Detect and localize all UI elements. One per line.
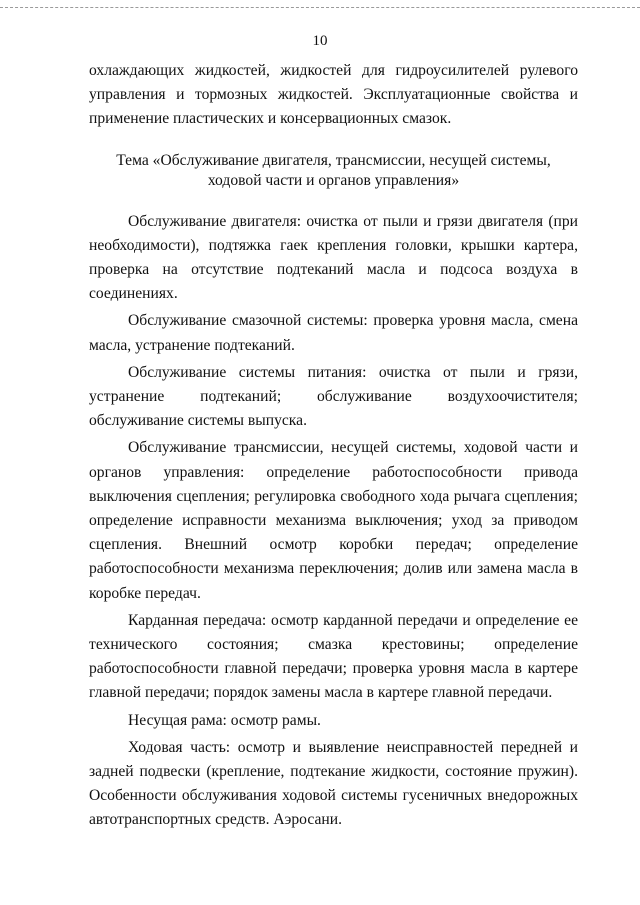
- paragraph-lubrication-service: Обслуживание смазочной системы: проверка уровня масла, смена масла, устранение подтеканий.: [89, 312, 578, 354]
- page-number: 10: [312, 33, 328, 49]
- paragraph-transmission-service: Обслуживание трансмиссии, несущей системы, ходовой части и органов управления: определение работоспособности привода выключения сцепления; регулировка свободного хода рычага сцепления; определение исправности механизма выключения; уход за приводом сцепления. Внешний осмотр коробки передач; определение работоспособности механизма переключения; долив или замена масла в коробке передач.: [89, 439, 578, 602]
- paragraph-fuel-system-service: Обслуживание системы питания: очистка от пыли и грязи, устранение подтеканий; обслуживание воздухоочистителя; обслуживание системы выпуска.: [89, 363, 578, 430]
- paragraph-cardan-drive: Карданная передача: осмотр карданной передачи и определение ее технического состояния; смазка крестовины; определение работоспособности главной передачи; проверка уровня масла в картере главной передачи; порядок замены масла в картере главной передачи.: [89, 611, 578, 702]
- topic-heading: Тема «Обслуживание двигателя, трансмиссии, несущей системы, ходовой части и органов управления»: [116, 151, 551, 189]
- paragraph-engine-service: Обслуживание двигателя: очистка от пыли и грязи двигателя (при необходимости), подтяжка гаек крепления головки, крышки картера, проверка на отсутствие подтеканий масла и подсоса воздуха в соединениях.: [89, 212, 578, 303]
- paragraph-running-gear: Ходовая часть: осмотр и выявление неисправностей передней и задней подвески (крепление, подтекание жидкости, состояние пружин). Особенности обслуживания ходовой системы гусеничных внедорожных автотранспортных средств. Аэросани.: [89, 738, 578, 829]
- document-body: [89, 59, 578, 833]
- scan-border-line: [0, 7, 640, 8]
- paragraph-fluids-continuation: охлаждающих жидкостей, жидкостей для гидроусилителей рулевого управления и тормозных жидкостей. Эксплуатационные свойства и применение пластических и консервационных смазок.: [89, 62, 578, 128]
- paragraph-frame: Несущая рама: осмотр рамы.: [128, 711, 321, 729]
